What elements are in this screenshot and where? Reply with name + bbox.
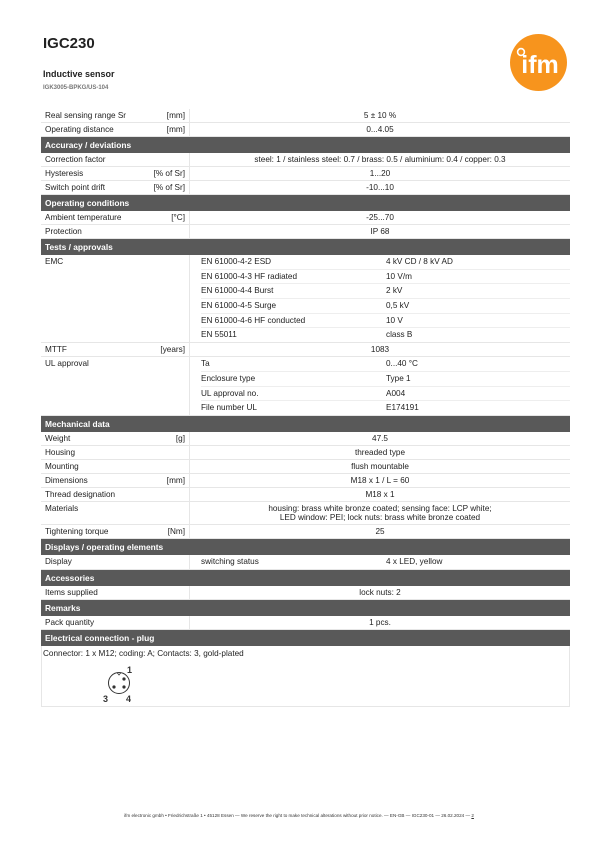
product-subtitle: Inductive sensor [43, 69, 115, 79]
value: M18 x 1 / L = 60 [189, 474, 570, 487]
emc-item [201, 255, 570, 270]
value: -25...70 [189, 211, 570, 224]
row-ul-approval [41, 357, 570, 416]
row-emc [41, 255, 570, 343]
display-item [201, 555, 570, 569]
label: Weight [45, 433, 71, 443]
value: 1083 [189, 343, 570, 356]
label: UL approval [45, 359, 89, 369]
data-sheet [41, 109, 570, 707]
display-pair [189, 555, 570, 569]
section-tests-approvals: Tests / approvals [41, 239, 570, 255]
pin-1-label: 1 [127, 664, 133, 675]
section-accuracy: Accuracy / deviations [41, 137, 570, 153]
m12-pinout-diagram [100, 663, 150, 705]
label: Housing [45, 447, 76, 457]
section-remarks: Remarks [41, 600, 570, 616]
value: 47.5 [189, 432, 570, 445]
row-operating-distance [41, 123, 570, 137]
ul-value: A004 [386, 388, 406, 398]
pin-3-label: 3 [103, 693, 109, 704]
row-thread-designation [41, 488, 570, 502]
value: 5 ± 10 % [189, 109, 570, 122]
emc-item [201, 270, 570, 285]
ul-item [201, 387, 570, 402]
row-switch-point-drift [41, 181, 570, 195]
ul-value: E174191 [386, 403, 419, 413]
ul-item [201, 401, 570, 415]
ul-value: 0...40 °C [386, 359, 418, 369]
value: steel: 1 / stainless steel: 0.7 / brass: 0.5 / aluminium: 0.4 / copper: 0.3 [189, 153, 570, 166]
emc-standard: EN 61000-4-6 HF conducted [201, 315, 306, 325]
ul-key: File number UL [201, 403, 257, 413]
value: IP 68 [189, 225, 570, 238]
label: Materials [45, 503, 79, 513]
value: lock nuts: 2 [189, 586, 570, 599]
value: 25 [189, 525, 570, 538]
electrical-connection-box [41, 646, 570, 707]
section-electrical-connection: Electrical connection - plug [41, 630, 570, 646]
section-accessories: Accessories [41, 570, 570, 586]
emc-item [201, 314, 570, 329]
value: 1...20 [189, 167, 570, 180]
row-weight [41, 432, 570, 446]
value: 1 pcs. [189, 616, 570, 629]
label: Switch point drift [45, 183, 106, 192]
label: Pack quantity [45, 617, 95, 627]
connector-description: Connector: 1 x M12; coding: A; Contacts: 3, gold-plated [43, 648, 244, 658]
unit: [% of Sr] [153, 169, 185, 178]
emc-item [201, 328, 570, 342]
emc-standard: EN 61000-4-4 Burst [201, 286, 274, 296]
row-mounting [41, 460, 570, 474]
article-number: IGK3005-BPKG/US-104 [43, 85, 109, 91]
value: threaded type [189, 446, 570, 459]
materials-value [189, 502, 570, 524]
row-housing [41, 446, 570, 460]
page-footer [0, 813, 598, 818]
value: M18 x 1 [189, 488, 570, 501]
row-items-supplied [41, 586, 570, 600]
row-mttf [41, 343, 570, 357]
footer-text: ifm electronic gmbh • Friedrichstraße 1 • 45128 Essen — We reserve the right to make technical alterations without prior notice. — EN-GB — IGC230-01 — 26.02.2024 — [124, 813, 471, 818]
value: 0...4.05 [189, 123, 570, 136]
unit: [mm] [166, 125, 185, 134]
pin-4-dot [122, 685, 125, 688]
label: Items supplied [45, 587, 98, 597]
product-title: IGC230 [43, 35, 95, 52]
unit: [Nm] [167, 526, 185, 536]
section-mechanical-data: Mechanical data [41, 416, 570, 432]
unit: [mm] [166, 111, 185, 120]
label: Real sensing range Sr [45, 111, 127, 120]
label: Operating distance [45, 125, 114, 134]
section-operating-conditions: Operating conditions [41, 195, 570, 211]
pin-3-dot [112, 685, 115, 688]
ul-item [201, 357, 570, 372]
emc-value: 4 kV CD / 8 kV AD [386, 257, 453, 266]
materials-line-2: LED window: PEI; lock nuts: brass white bronze coated [279, 512, 481, 522]
label: Ambient temperature [45, 213, 122, 222]
logo-text: ifm [521, 51, 559, 79]
unit: [°C] [171, 213, 185, 222]
row-tightening-torque [41, 525, 570, 539]
unit: [g] [175, 433, 185, 443]
ul-key: Ta [201, 359, 210, 369]
emc-standard: EN 61000-4-5 Surge [201, 301, 277, 311]
label: Protection [45, 227, 82, 236]
row-hysteresis [41, 167, 570, 181]
emc-standard: EN 61000-4-3 HF radiated [201, 271, 298, 281]
row-sensing-range [41, 109, 570, 123]
emc-value: 10 V/m [386, 271, 412, 281]
label: Hysteresis [45, 169, 84, 178]
label: Dimensions [45, 475, 88, 485]
emc-value: 2 kV [386, 286, 403, 296]
emc-value: class B [386, 330, 413, 340]
value: -10...10 [189, 181, 570, 194]
unit: [% of Sr] [153, 183, 185, 192]
section-displays: Displays / operating elements [41, 539, 570, 555]
emc-standard: EN 55011 [201, 330, 237, 340]
row-dimensions [41, 474, 570, 488]
display-key: switching status [201, 556, 259, 566]
emc-item [201, 299, 570, 314]
ul-key: UL approval no. [201, 388, 259, 398]
ul-value: Type 1 [386, 373, 411, 383]
label: MTTF [45, 345, 67, 355]
label: Display [45, 556, 72, 566]
ul-item [201, 372, 570, 387]
emc-item [201, 284, 570, 299]
emc-value: 10 V [386, 315, 403, 325]
label: Correction factor [45, 155, 106, 164]
page-number: 2 [471, 813, 474, 818]
ul-key: Enclosure type [201, 373, 256, 383]
row-pack-quantity [41, 616, 570, 630]
unit: [mm] [166, 475, 185, 485]
label: Tightening torque [45, 526, 109, 536]
emc-standard: EN 61000-4-2 ESD [201, 257, 272, 266]
label: EMC [45, 257, 64, 266]
row-protection [41, 225, 570, 239]
pin-4-label: 4 [126, 693, 132, 704]
row-correction-factor [41, 153, 570, 167]
row-ambient-temperature [41, 211, 570, 225]
unit: [years] [160, 345, 185, 355]
ul-list [189, 357, 570, 415]
label: Thread designation [45, 489, 116, 499]
emc-value: 0,5 kV [386, 301, 410, 311]
ifm-logo [510, 34, 567, 91]
display-value: 4 x LED, yellow [386, 556, 443, 566]
row-display [41, 555, 570, 570]
row-materials [41, 502, 570, 525]
value: flush mountable [189, 460, 570, 473]
pin-1-dot [122, 677, 125, 680]
label: Mounting [45, 461, 79, 471]
emc-list [189, 255, 570, 342]
materials-line-1: housing: brass white bronze coated; sensing face: LCP white; [268, 503, 492, 513]
